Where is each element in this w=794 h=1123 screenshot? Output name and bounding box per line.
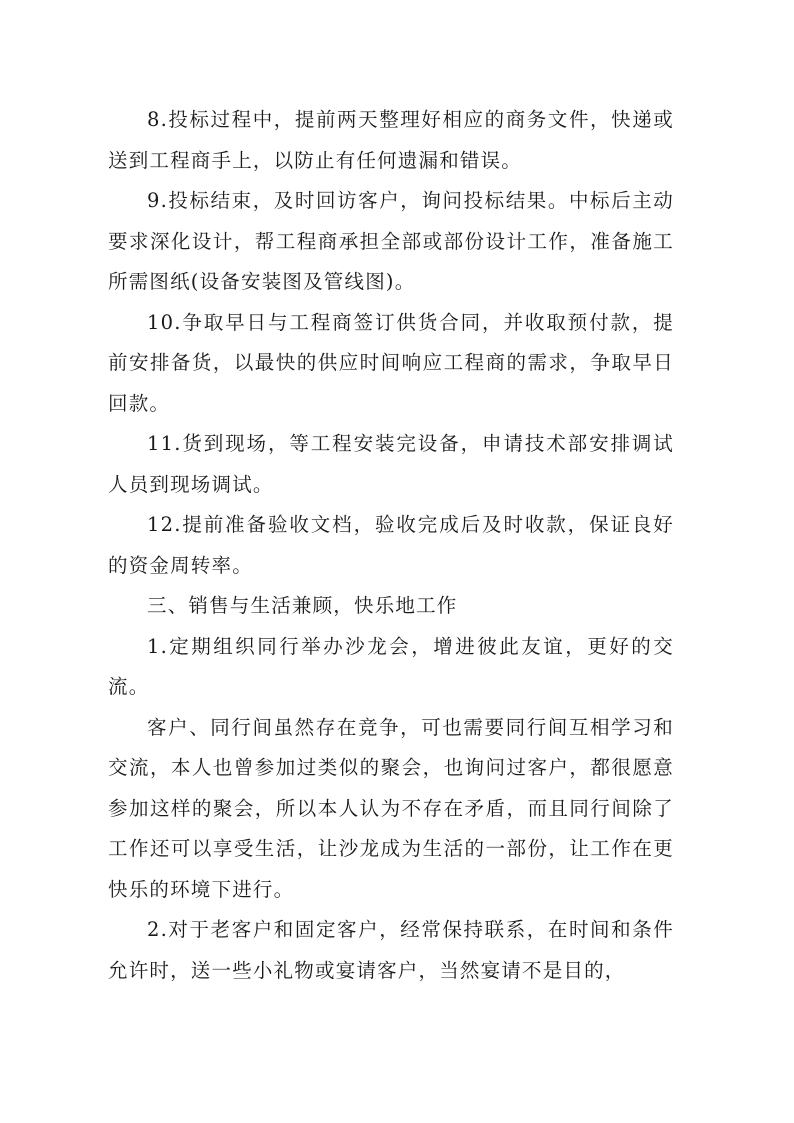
paragraph-peer-exchange: 客户、同行间虽然存在竞争，可也需要同行间互相学习和交流，本人也曾参加过类似的聚会，也询问过客户，都很愿意参加这样的聚会，所以本人认为不存在矛盾，而且同行间除了工作还可以享受生活，让沙龙成为生活的一部份，让工作在更快乐的环境下进行。 [108, 715, 674, 901]
paragraph-salon: 1.定期组织同行举办沙龙会，增进彼此友谊，更好的交流。 [108, 634, 674, 698]
document-body [108, 100, 674, 991]
paragraph-onsite-debugging: 11.货到现场，等工程安装完设备，申请技术部安排调试人员到现场调试。 [108, 432, 674, 496]
paragraph-bid-followup: 9.投标结束，及时回访客户，询问投标结果。中标后主动要求深化设计，帮工程商承担全部或部份设计工作，准备施工所需图纸(设备安装图及管线图)。 [108, 189, 674, 293]
paragraph-acceptance-payment: 12.提前准备验收文档，验收完成后及时收款，保证良好的资金周转率。 [108, 513, 674, 577]
paragraph-bid-documents: 8.投标过程中，提前两天整理好相应的商务文件，快递或送到工程商手上，以防止有任何遗漏和错误。 [108, 108, 674, 172]
section-heading-work-life: 三、销售与生活兼顾，快乐地工作 [147, 594, 458, 617]
paragraph-supply-contract: 10.争取早日与工程商签订供货合同，并收取预付款，提前安排备货，以最快的供应时间响应工程商的需求，争取早日回款。 [108, 310, 674, 415]
paragraph-client-relations: 2.对于老客户和固定客户，经常保持联系，在时间和条件允许时，送一些小礼物或宴请客户，当然宴请不是目的， [108, 918, 674, 982]
